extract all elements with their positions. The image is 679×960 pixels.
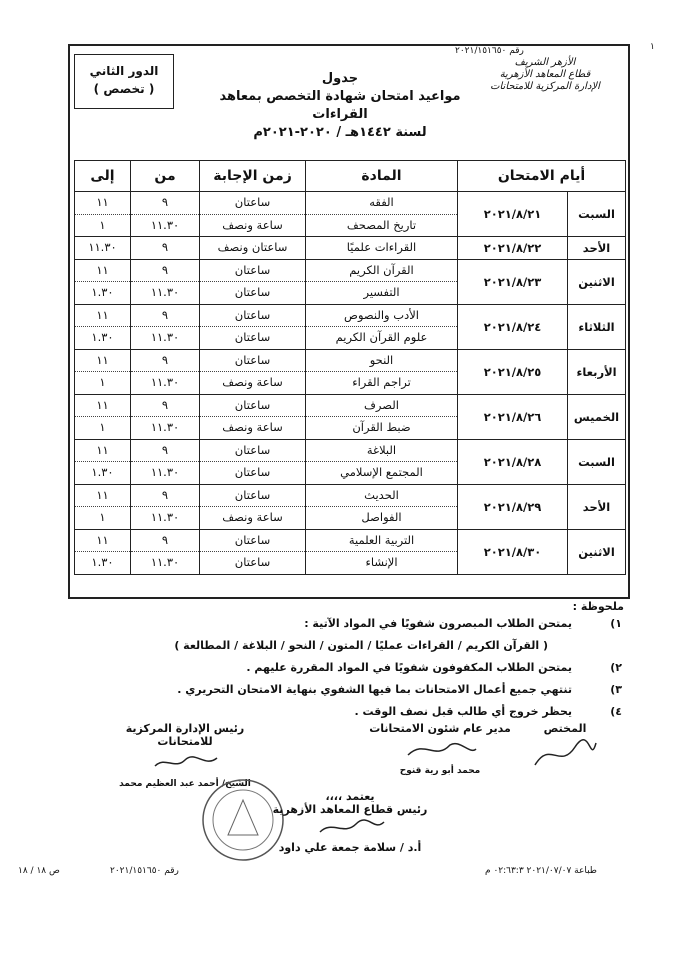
subject-value: تاريخ المصحف (306, 214, 457, 237)
specialist-signature (525, 722, 605, 778)
to-cell (75, 304, 131, 349)
to-value: ١١ (96, 442, 109, 457)
subject-cell (306, 484, 458, 529)
note-text: ( القرآن الكريم / القراءات عمليًا / المتون / النحو / البلاغة / المطالعة ) (174, 639, 548, 652)
director-title: مدير عام شئون الامتحانات (369, 722, 511, 735)
duration-value: ساعتان (234, 442, 271, 457)
signature-scribble-icon (400, 735, 480, 763)
duration-value: ساعتان (234, 195, 271, 209)
duration-value: ساعتان (200, 326, 305, 349)
date-cell: ٢٠٢١/٨/٢١ (458, 192, 568, 237)
from-cell (131, 394, 200, 439)
to-value: ١١ (96, 262, 109, 277)
subject-value: الإنشاء (306, 551, 457, 574)
day-cell: الاثنين (568, 259, 626, 304)
note-item (70, 635, 628, 657)
to-cell (75, 394, 131, 439)
from-value: ١١.٣٠ (131, 326, 199, 349)
duration-cell (200, 304, 306, 349)
day-cell: الأربعاء (568, 349, 626, 394)
signature-scribble-icon (310, 816, 390, 838)
to-value: ١.٣٠ (75, 461, 130, 484)
from-value: ٩ (161, 352, 169, 367)
duration-value: ساعة ونصف (200, 214, 305, 237)
from-cell (131, 349, 200, 394)
head-admin-name: الشيخ/ أحمد عبد العظيم محمد (119, 779, 251, 789)
from-value: ٩ (161, 487, 169, 502)
from-cell (131, 192, 200, 237)
from-value: ٩ (161, 195, 169, 209)
to-cell (75, 439, 131, 484)
header-to: إلى (75, 161, 131, 192)
to-value: ١١ (96, 397, 109, 412)
sector-head-signature (260, 790, 440, 854)
duration-value: ساعة ونصف (200, 371, 305, 394)
schedule-row (75, 439, 626, 484)
subject-value: البلاغة (366, 442, 397, 457)
schedule-row (75, 394, 626, 439)
to-value: ١١ (96, 195, 109, 209)
reference-number-bottom: رقم ٢٠٢١/١٥١٦٥٠ (110, 866, 179, 876)
director-name: محمد أبو رية قنوح (399, 766, 481, 776)
from-value: ١١.٣٠ (131, 416, 199, 439)
header-day: أيام الامتحان (458, 161, 626, 192)
date-cell: ٢٠٢١/٨/٣٠ (458, 529, 568, 574)
duration-cell (200, 192, 306, 237)
signature-scribble-icon (530, 735, 600, 775)
approve-label: يعتمد ،،،، (325, 790, 375, 803)
subject-value: علوم القرآن الكريم (306, 326, 457, 349)
duration-cell (200, 394, 306, 439)
note-item (70, 679, 628, 701)
title-line-1: جدول (321, 71, 359, 86)
subject-value: الأدب والنصوص (344, 307, 419, 322)
to-cell (75, 529, 131, 574)
header-subject: المادة (306, 161, 458, 192)
subject-value: الحديث (364, 487, 399, 502)
print-timestamp: طباعة ٢٠٢١/٠٧/٠٧ ٠٢:٦٣:٣ م (485, 866, 597, 876)
header-duration: زمن الإجابة (200, 161, 306, 192)
note-text: يمتحن الطلاب المبصرون شفويًا في المواد الآتية : (304, 617, 572, 630)
duration-value: ساعة ونصف (200, 416, 305, 439)
to-cell (75, 192, 131, 237)
subject-value: المجتمع الإسلامي (306, 461, 457, 484)
title-line-3: لسنة ١٤٤٢هـ / ٢٠٢٠-٢٠٢١م (253, 125, 427, 140)
notes-title: ملحوظة : (572, 600, 624, 613)
duration-cell (200, 259, 306, 304)
subject-value: الصرف (364, 397, 399, 412)
to-cell (75, 484, 131, 529)
day-cell: السبت (568, 192, 626, 237)
date-cell: ٢٠٢١/٨/٢٤ (458, 304, 568, 349)
institution-line: قطاع المعاهد الأزهرية (499, 69, 591, 80)
page-number: ص ١٨ / ١٨ (18, 866, 60, 876)
from-cell (131, 439, 200, 484)
signature-scribble-icon (145, 748, 225, 776)
to-value: ١١ (96, 532, 109, 547)
exam-schedule-table (74, 160, 626, 575)
from-value: ١١.٣٠ (131, 214, 199, 237)
duration-value: ساعتان (200, 461, 305, 484)
to-value: ١١.٣٠ (88, 240, 117, 254)
duration-cell (200, 439, 306, 484)
duration-value: ساعة ونصف (200, 506, 305, 529)
to-value: ١ (75, 214, 130, 237)
date-cell: ٢٠٢١/٨/٢٩ (458, 484, 568, 529)
note-item (70, 613, 628, 635)
from-value: ٩ (161, 240, 169, 254)
subject-value: القراءات علميًا (346, 240, 417, 254)
duration-value: ساعتان (234, 487, 271, 502)
note-number: ٤) (610, 705, 622, 718)
to-cell (75, 349, 131, 394)
subject-value: القرآن الكريم (349, 262, 414, 277)
from-value: ١١.٣٠ (131, 551, 199, 574)
table-header-row (75, 161, 626, 192)
sector-head-name: أ.د / سلامة جمعة علي داود (278, 841, 422, 854)
note-text: يحظر خروج أي طالب قبل نصف الوقت . (354, 705, 572, 718)
corner-mark: ١ (650, 42, 655, 52)
subject-cell (306, 439, 458, 484)
from-cell (131, 259, 200, 304)
day-cell: الأحد (568, 484, 626, 529)
to-value: ١.٣٠ (75, 281, 130, 304)
schedule-row (75, 237, 626, 260)
to-value: ١ (75, 506, 130, 529)
subject-cell (306, 259, 458, 304)
subject-cell (306, 394, 458, 439)
header-from: من (131, 161, 200, 192)
from-cell (131, 304, 200, 349)
date-cell: ٢٠٢١/٨/٢٢ (458, 237, 568, 260)
to-value: ١١ (96, 352, 109, 367)
title-line-2: مواعيد امتحان شهادة التخصص بمعاهد القراءات (219, 89, 461, 122)
from-cell (131, 529, 200, 574)
page-title (200, 70, 480, 142)
note-number: ٣) (610, 683, 622, 696)
day-cell: الأحد (568, 237, 626, 260)
date-cell: ٢٠٢١/٨/٢٥ (458, 349, 568, 394)
note-item (70, 657, 628, 679)
subject-cell (306, 349, 458, 394)
institution-line: الأزهر الشريف (514, 57, 576, 68)
sector-head-title: رئيس قطاع المعاهد الأزهرية (272, 803, 428, 816)
subject-cell (306, 529, 458, 574)
day-cell: الاثنين (568, 529, 626, 574)
to-value: ١ (75, 371, 130, 394)
duration-value: ساعتان (234, 307, 271, 322)
note-number: ٢) (610, 661, 622, 674)
notes-section (70, 600, 628, 723)
duration-value: ساعتان ونصف (217, 240, 288, 254)
duration-cell (200, 349, 306, 394)
round-label: الدور الثاني (89, 64, 159, 78)
to-value: ١.٣٠ (75, 551, 130, 574)
subject-value: تراجم القراء (306, 371, 457, 394)
schedule-row (75, 192, 626, 237)
from-cell (131, 237, 200, 260)
note-number: ١) (610, 617, 622, 630)
from-value: ١١.٣٠ (131, 506, 199, 529)
from-value: ١١.٣٠ (131, 281, 199, 304)
schedule-row (75, 529, 626, 574)
day-cell: الثلاثاء (568, 304, 626, 349)
subject-value: التربية العلمية (348, 532, 415, 547)
from-value: ٩ (161, 397, 169, 412)
from-value: ١١.٣٠ (131, 371, 199, 394)
from-value: ٩ (161, 262, 169, 277)
exam-round-box (74, 54, 174, 109)
institution-line: الإدارة المركزية للامتحانات (490, 81, 600, 92)
schedule-row (75, 304, 626, 349)
day-cell: السبت (568, 439, 626, 484)
duration-value: ساعتان (234, 262, 271, 277)
from-cell (131, 484, 200, 529)
subject-value: الفواصل (306, 506, 457, 529)
specialist-title: المختص (543, 722, 587, 735)
from-value: ٩ (161, 442, 169, 457)
from-value: ١١.٣٠ (131, 461, 199, 484)
duration-cell (200, 237, 306, 260)
institution-stamp (470, 57, 620, 93)
round-type: ( تخصص ) (93, 82, 155, 96)
to-value: ١ (75, 416, 130, 439)
to-value: ١.٣٠ (75, 326, 130, 349)
date-cell: ٢٠٢١/٨/٢٦ (458, 394, 568, 439)
date-cell: ٢٠٢١/٨/٢٣ (458, 259, 568, 304)
subject-cell (306, 237, 458, 260)
schedule-row (75, 349, 626, 394)
to-cell (75, 259, 131, 304)
duration-value: ساعتان (200, 281, 305, 304)
subject-value: الفقه (369, 195, 394, 209)
note-text: يمتحن الطلاب المكفوفون شفويًا في المواد المقررة عليهم . (246, 661, 572, 674)
subject-value: ضبط القرآن (306, 416, 457, 439)
schedule-row (75, 259, 626, 304)
head-admin-title: رئيس الإدارة المركزية للامتحانات (125, 722, 245, 748)
duration-value: ساعتان (200, 551, 305, 574)
day-cell: الخميس (568, 394, 626, 439)
from-value: ٩ (161, 307, 169, 322)
to-value: ١١ (96, 487, 109, 502)
duration-value: ساعتان (234, 397, 271, 412)
subject-cell (306, 192, 458, 237)
subject-cell (306, 304, 458, 349)
duration-value: ساعتان (234, 352, 271, 367)
duration-value: ساعتان (234, 532, 271, 547)
note-text: تنتهي جميع أعمال الامتحانات بما فيها الشفوي بنهاية الامتحان التحريري . (177, 683, 572, 696)
date-cell: ٢٠٢١/٨/٢٨ (458, 439, 568, 484)
to-cell (75, 237, 131, 260)
reference-number-top: رقم ٢٠٢١/١٥١٦٥٠ (455, 46, 524, 56)
subject-value: التفسير (306, 281, 457, 304)
duration-cell (200, 484, 306, 529)
duration-cell (200, 529, 306, 574)
subject-value: النحو (369, 352, 394, 367)
note-item (70, 701, 628, 723)
schedule-row (75, 484, 626, 529)
from-value: ٩ (161, 532, 169, 547)
director-signature (360, 722, 520, 776)
to-value: ١١ (96, 307, 109, 322)
